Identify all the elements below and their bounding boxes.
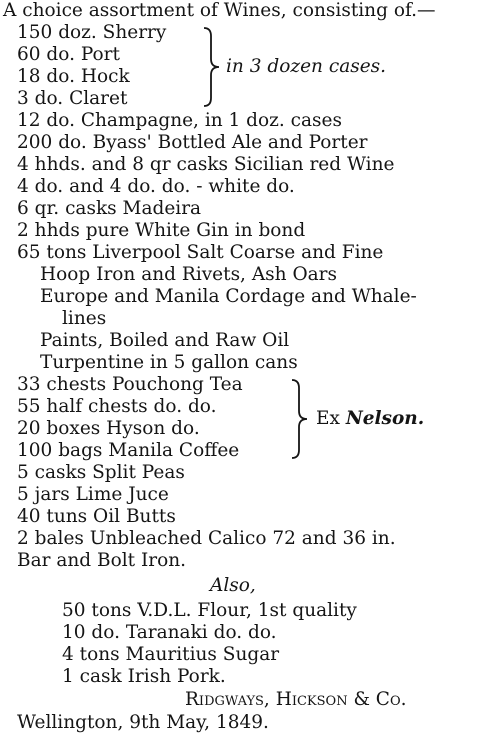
group-note: Ex Nelson. — [316, 408, 425, 429]
list-item: 50 tons V.D.L. Flour, 1st quality — [62, 600, 357, 621]
list-item: 5 jars Lime Juce — [17, 484, 169, 505]
list-item: Hoop Iron and Rivets, Ash Oars — [40, 264, 338, 285]
list-item: 3 do. Claret — [17, 88, 128, 109]
list-item: 4 tons Mauritius Sugar — [62, 644, 280, 665]
dateline: Wellington, 9th May, 1849. — [17, 712, 269, 733]
list-item: 5 casks Split Peas — [17, 462, 185, 483]
list-item: Turpentine in 5 gallon cans — [40, 352, 298, 373]
list-item: Paints, Boiled and Raw Oil — [40, 330, 290, 351]
list-item: 65 tons Liverpool Salt Coarse and Fine — [17, 242, 384, 263]
list-item: 200 do. Byass' Bottled Ale and Porter — [17, 132, 368, 153]
list-item: 60 do. Port — [17, 44, 120, 65]
list-item: 40 tuns Oil Butts — [17, 506, 176, 527]
list-item: 20 boxes Hyson do. — [17, 418, 200, 439]
list-item: 55 half chests do. do. — [17, 396, 217, 417]
section-heading: Also, — [210, 575, 256, 596]
group-note: in 3 dozen cases. — [226, 56, 387, 77]
list-item: 12 do. Champagne, in 1 doz. cases — [17, 110, 342, 131]
right-brace-icon — [288, 378, 314, 460]
intro-line: A choice assortment of Wines, consisting of.— — [3, 0, 436, 21]
signature: Ridgways, Hickson & Co. — [185, 689, 407, 710]
list-item: 100 bags Manila Coffee — [17, 440, 240, 461]
list-item: 33 chests Pouchong Tea — [17, 374, 243, 395]
list-item: 10 do. Taranaki do. do. — [62, 622, 277, 643]
list-item: 150 doz. Sherry — [17, 22, 167, 43]
list-item: 2 hhds pure White Gin in bond — [17, 220, 306, 241]
list-item: 6 qr. casks Madeira — [17, 198, 202, 219]
list-item: 4 hhds. and 8 qr casks Sicilian red Wine — [17, 154, 395, 175]
list-item: Europe and Manila Cordage and Whale- — [40, 286, 417, 307]
list-item: lines — [62, 308, 107, 329]
list-item: 18 do. Hock — [17, 66, 130, 87]
list-item: 4 do. and 4 do. do. - white do. — [17, 176, 295, 197]
list-item: 2 bales Unbleached Calico 72 and 36 in. — [17, 528, 396, 549]
list-item: Bar and Bolt Iron. — [17, 550, 187, 571]
list-item: 1 cask Irish Pork. — [62, 666, 226, 687]
right-brace-icon — [200, 26, 226, 108]
